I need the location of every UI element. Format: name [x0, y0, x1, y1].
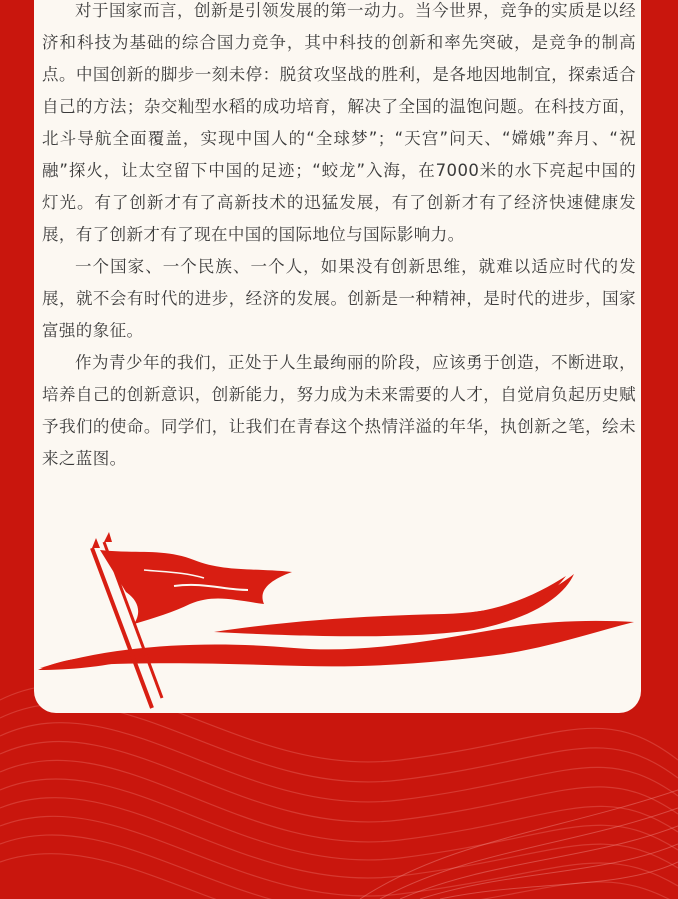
article-paragraph: 对于国家而言，创新是引领发展的第一动力。当今世界，竞争的实质是以经济和科技为基础的综合国力竞争，其中科技的创新和率先突破，是竞争的制高点。中国创新的脚步一刻未停：脱贫攻坚战的胜利，是各地因地制宜，探索适合自己的方法；杂交籼型水稻的成功培育，解决了全国的温饱问题。在科技方面，北斗导航全面覆盖，实现中国人的“全球梦”；“天宫”问天、“嫦娥”奔月、“祝融”探火，让太空留下中国的足迹；“蛟龙”入海，在7000米的水下亮起中国的灯光。有了创新才有了高新技术的迅猛发展，有了创新才有了经济快速健康发展，有了创新才有了现在中国的国际地位与国际影响力。 — [42, 1, 636, 244]
red-flag-illustration — [34, 520, 641, 713]
article-paragraph: 作为青少年的我们，正处于人生最绚丽的阶段，应该勇于创造，不断进取，培养自己的创新意识，创新能力，努力成为未来需要的人才，自觉肩负起历史赋予我们的使命。同学们，让我们在青春这个热情洋溢的年华，执创新之笔，绘未来之蓝图。 — [42, 353, 636, 468]
article-card — [34, 0, 641, 713]
article-body — [42, 0, 636, 475]
article-paragraph: 一个国家、一个民族、一个人，如果没有创新思维，就难以适应时代的发展，就不会有时代的进步，经济的发展。创新是一种精神，是时代的进步，国家富强的象征。 — [42, 257, 636, 340]
